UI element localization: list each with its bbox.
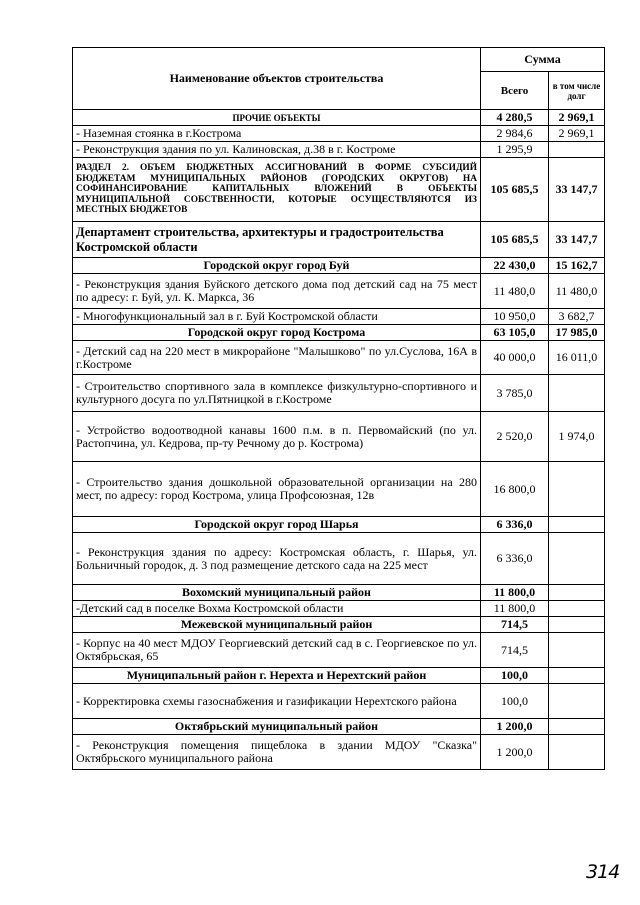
- row-total: 100,0: [481, 668, 549, 684]
- row-total: 4 280,5: [481, 110, 549, 126]
- row-total: 10 950,0: [481, 309, 549, 325]
- section-row: [73, 258, 605, 274]
- table-row: [73, 126, 605, 142]
- row-debt: [549, 462, 605, 517]
- row-name: Вохомский муниципальный район: [73, 585, 481, 601]
- row-name: - Реконструкция помещения пищеблока в здании МДОУ "Сказка" Октябрьского муниципального района: [73, 735, 481, 770]
- section-row: [73, 222, 605, 258]
- table-row: [73, 684, 605, 719]
- row-debt: 2 969,1: [549, 126, 605, 142]
- row-debt: 16 011,0: [549, 341, 605, 375]
- row-total: 3 785,0: [481, 375, 549, 412]
- table-row: [73, 341, 605, 375]
- row-name: - Многофункциональный зал в г. Буй Костромской области: [73, 309, 481, 325]
- row-total: 16 800,0: [481, 462, 549, 517]
- row-total: 1 295,9: [481, 142, 549, 158]
- row-name: - Детский сад на 220 мест в микрорайоне "Малышково" по ул.Суслова, 16А в г.Костроме: [73, 341, 481, 375]
- row-name: ПРОЧИЕ ОБЪЕКТЫ: [73, 110, 481, 126]
- section-row: [73, 617, 605, 633]
- section-row: [73, 517, 605, 533]
- row-name: Городской округ город Буй: [73, 258, 481, 274]
- row-total: 714,5: [481, 633, 549, 668]
- row-name: Городской округ город Шарья: [73, 517, 481, 533]
- row-name: - Реконструкция здания по ул. Калиновская, д.38 в г. Костроме: [73, 142, 481, 158]
- table-row: [73, 533, 605, 585]
- row-total: 63 105,0: [481, 325, 549, 341]
- row-debt: [549, 375, 605, 412]
- row-debt: [549, 601, 605, 617]
- row-debt: [549, 585, 605, 601]
- row-debt: [549, 735, 605, 770]
- row-debt: [549, 617, 605, 633]
- row-debt: 33 147,7: [549, 158, 605, 222]
- table-row: [73, 274, 605, 309]
- row-total: 6 336,0: [481, 533, 549, 585]
- row-name: Октябрьский муниципальный район: [73, 719, 481, 735]
- row-total: 11 800,0: [481, 601, 549, 617]
- row-debt: [549, 668, 605, 684]
- row-debt: 15 162,7: [549, 258, 605, 274]
- page-number: 314: [586, 861, 620, 883]
- row-name: РАЗДЕЛ 2. ОБЪЕМ БЮДЖЕТНЫХ АССИГНОВАНИЙ В ФОРМЕ СУБСИДИЙ БЮДЖЕТАМ МУНИЦИПАЛЬНЫХ РАЙОНОВ (ГОРОДСКИХ ОКРУГОВ) НА СОФИНАНСИРОВАНИЕ КАПИТАЛЬНЫХ ВЛОЖЕНИЙ В ОБЪЕКТЫ МУНИЦИПАЛЬНОЙ СОБСТВЕННОСТИ, КОТОРЫЕ ОСУЩЕСТВЛЯЮТСЯ ИЗ МЕСТНЫХ БЮДЖЕТОВ: [73, 158, 481, 222]
- row-name: - Корректировка схемы газоснабжения и газификации Нерехтского района: [73, 684, 481, 719]
- table-row: [73, 142, 605, 158]
- header-name: Наименование объектов строительства: [73, 48, 481, 110]
- row-name: - Строительство здания дошкольной образовательной организации на 280 мест, по адресу: город Кострома, улица Профсоюзная, 12в: [73, 462, 481, 517]
- row-total: 105 685,5: [481, 158, 549, 222]
- row-name: Департамент строительства, архитектуры и градостроительства Костромской области: [73, 222, 481, 258]
- row-total: 714,5: [481, 617, 549, 633]
- section-row: [73, 585, 605, 601]
- row-total: 2 520,0: [481, 412, 549, 462]
- row-debt: 1 974,0: [549, 412, 605, 462]
- table-row: [73, 375, 605, 412]
- row-total: 11 800,0: [481, 585, 549, 601]
- row-name: -Детский сад в поселке Вохма Костромской области: [73, 601, 481, 617]
- header-sum: Сумма: [481, 48, 605, 72]
- row-name: - Наземная стоянка в г.Кострома: [73, 126, 481, 142]
- row-name: Межевской муниципальный район: [73, 617, 481, 633]
- row-total: 100,0: [481, 684, 549, 719]
- row-total: 11 480,0: [481, 274, 549, 309]
- row-name: Муниципальный район г. Нерехта и Нерехтский район: [73, 668, 481, 684]
- row-debt: [549, 142, 605, 158]
- row-debt: [549, 684, 605, 719]
- table-row: [73, 412, 605, 462]
- row-debt: [549, 533, 605, 585]
- row-name: - Реконструкция здания по адресу: Костромская область, г. Шарья, ул. Больничный городок, д. 3 под размещение детского сада на 225 мест: [73, 533, 481, 585]
- table-row: [73, 735, 605, 770]
- row-name: - Реконструкция здания Буйского детского дома под детский сад на 75 мест по адресу: г. Буй, ул. К. Маркса, 36: [73, 274, 481, 309]
- row-debt: [549, 719, 605, 735]
- row-total: 2 984,6: [481, 126, 549, 142]
- section-row: [73, 325, 605, 341]
- row-debt: 3 682,7: [549, 309, 605, 325]
- row-name: Городской округ город Кострома: [73, 325, 481, 341]
- row-debt: [549, 633, 605, 668]
- row-name: - Устройство водоотводной канавы 1600 п.м. в п. Первомайский (по ул. Растопчина, ул. Кедрова, пр-ту Речному до р. Кострома): [73, 412, 481, 462]
- section-row: [73, 668, 605, 684]
- table-row: [73, 309, 605, 325]
- row-debt: [549, 517, 605, 533]
- row-debt: 2 969,1: [549, 110, 605, 126]
- row-total: 105 685,5: [481, 222, 549, 258]
- table-row: [73, 601, 605, 617]
- header-total: Всего: [481, 72, 549, 110]
- row-total: 6 336,0: [481, 517, 549, 533]
- budget-table: [72, 47, 605, 770]
- row-debt: 11 480,0: [549, 274, 605, 309]
- row-total: 40 000,0: [481, 341, 549, 375]
- row-total: 1 200,0: [481, 719, 549, 735]
- row-total: 22 430,0: [481, 258, 549, 274]
- row-name: - Строительство спортивного зала в комплексе физкультурно-спортивного и культурного досуга по ул.Пятницкой в г.Костроме: [73, 375, 481, 412]
- header-debt: в том числе долг: [549, 72, 605, 110]
- section-row: [73, 158, 605, 222]
- row-total: 1 200,0: [481, 735, 549, 770]
- section-row: [73, 719, 605, 735]
- table-row: [73, 462, 605, 517]
- row-debt: 33 147,7: [549, 222, 605, 258]
- row-debt: 17 985,0: [549, 325, 605, 341]
- table-row: [73, 633, 605, 668]
- section-row: [73, 110, 605, 126]
- row-name: - Корпус на 40 мест МДОУ Георгиевский детский сад в с. Георгиевское по ул. Октябрьская, 65: [73, 633, 481, 668]
